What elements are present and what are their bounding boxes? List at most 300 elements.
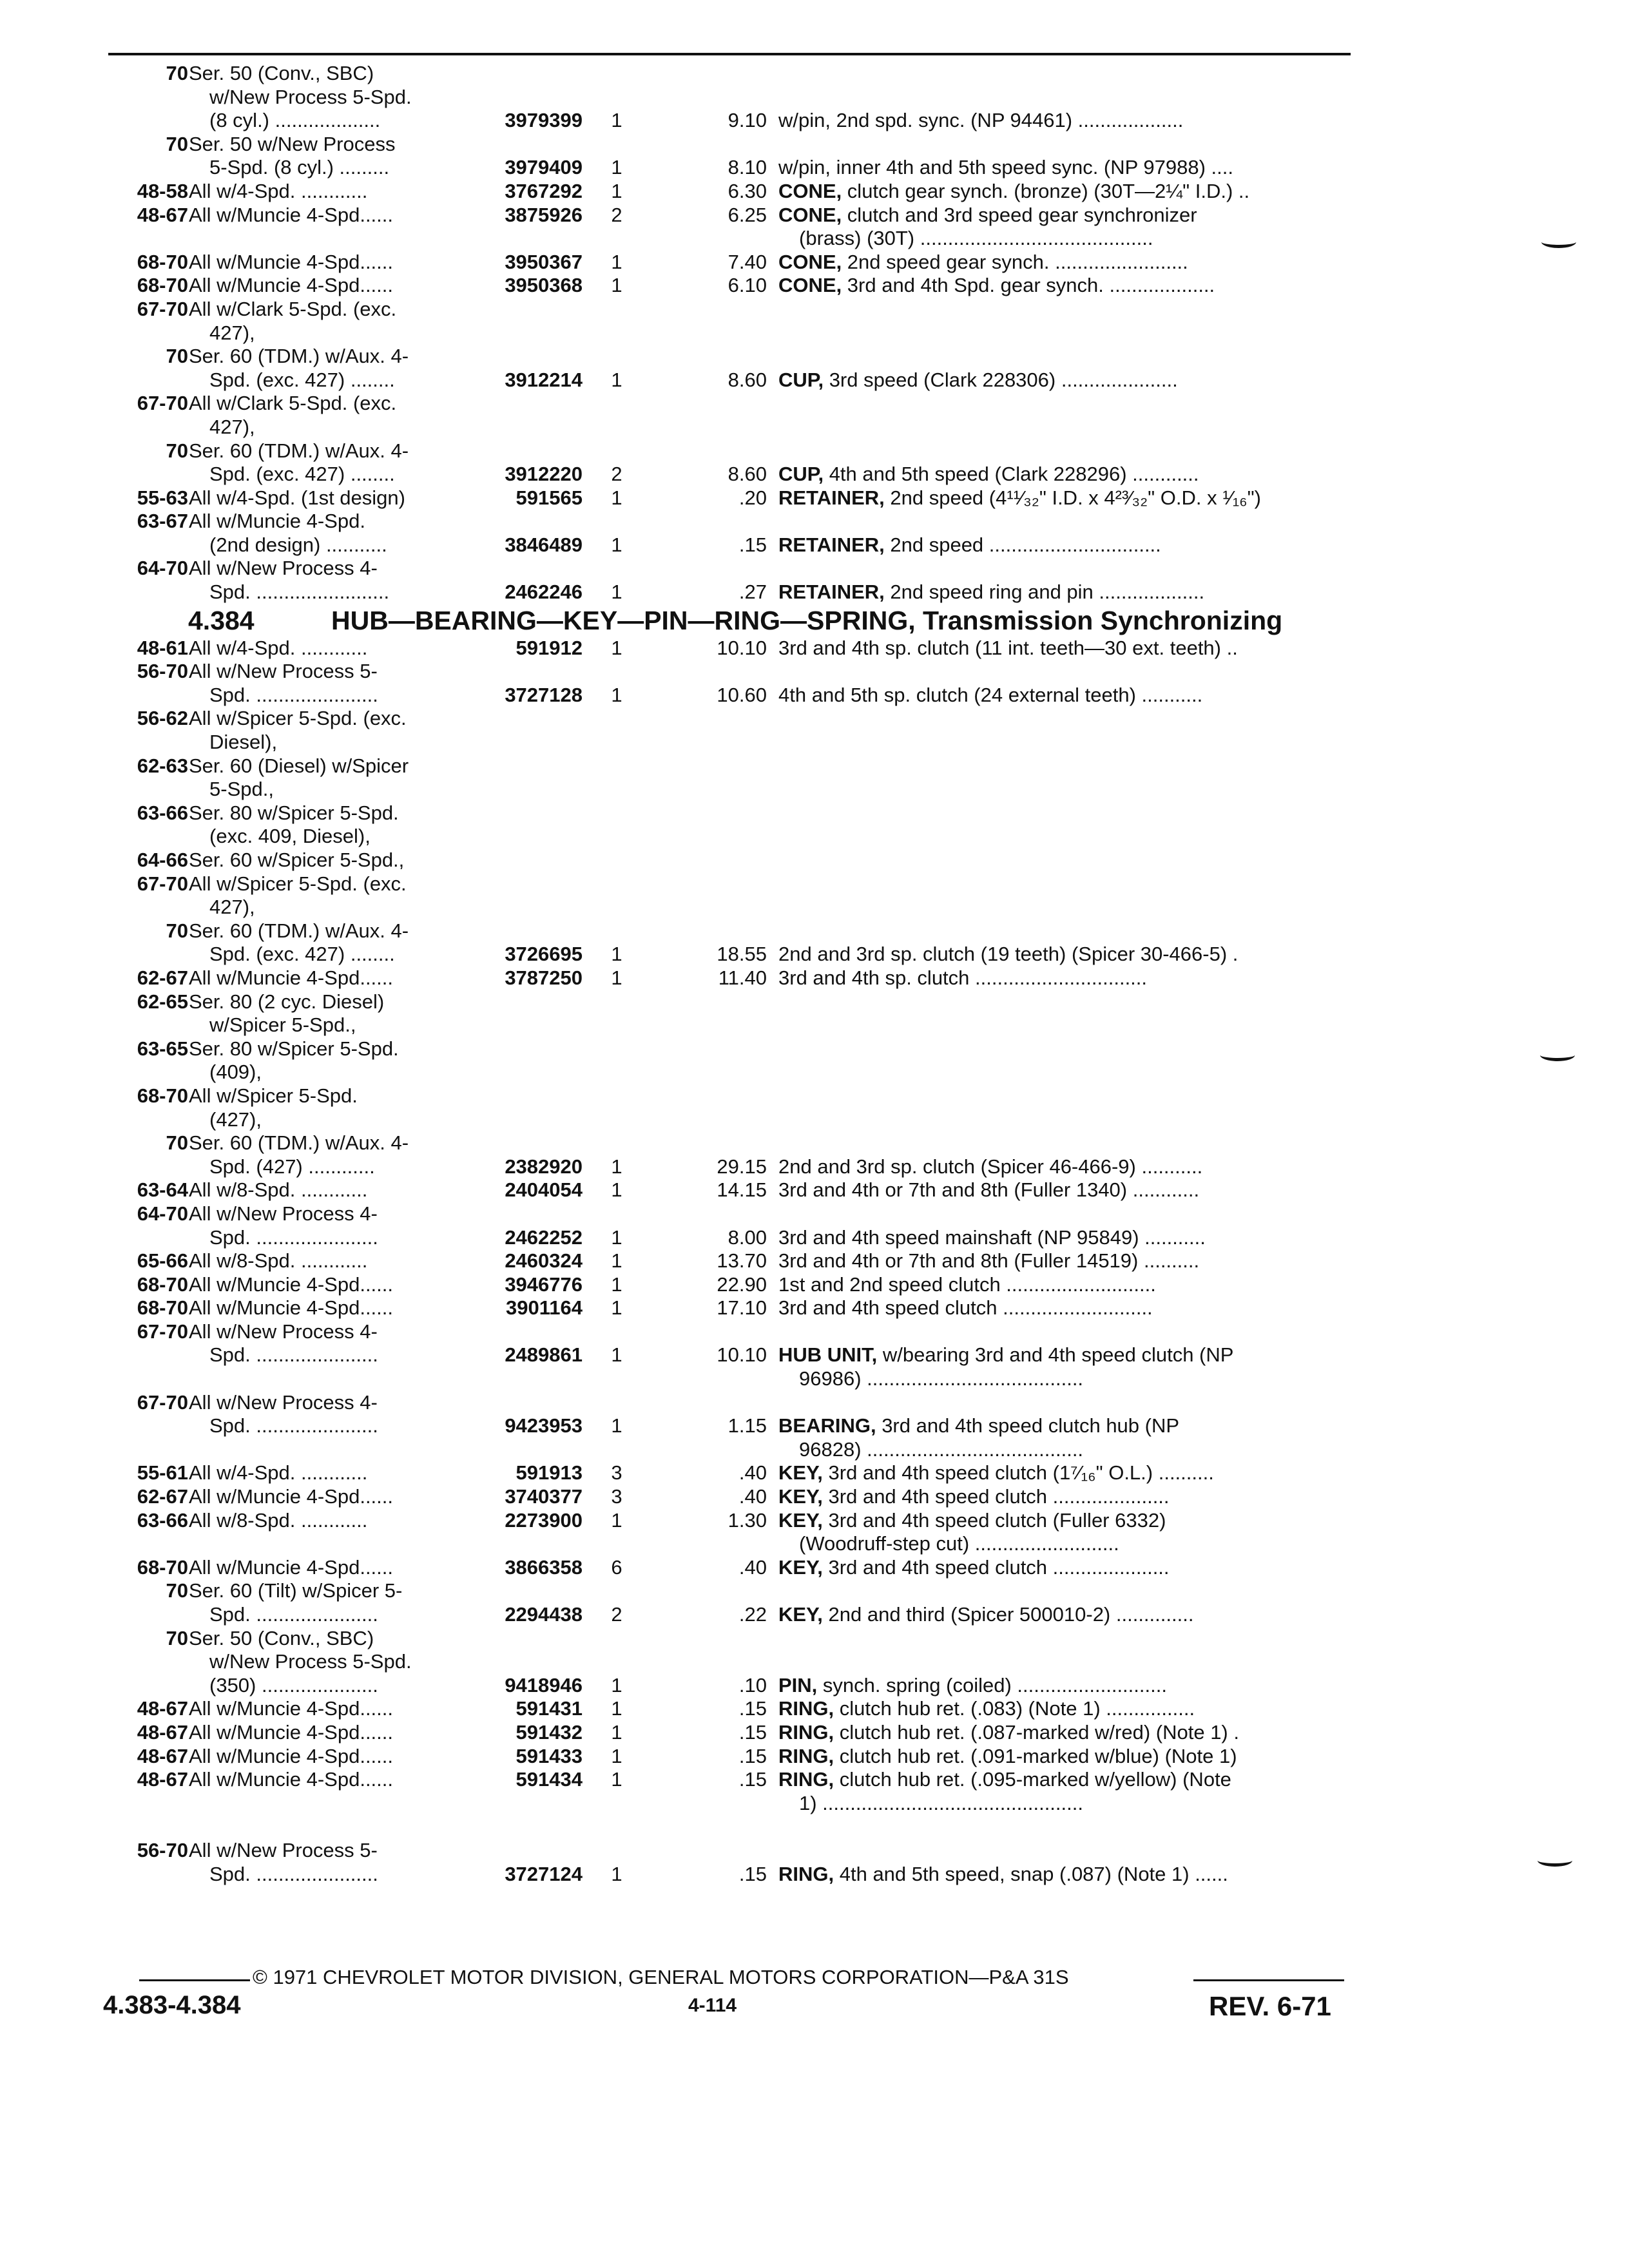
quantity: 2	[611, 1603, 622, 1626]
quantity: 1	[611, 1508, 622, 1532]
list-price: .15	[738, 1862, 767, 1885]
quantity: 1	[611, 1720, 622, 1744]
part-number: 2462252	[505, 1225, 583, 1249]
description-text: (Woodruff-step cut) ..........................	[799, 1532, 1119, 1555]
application: All w/Muncie 4-Spd......	[189, 966, 394, 989]
application: Ser. 60 (Tilt) w/Spicer 5-	[189, 1579, 403, 1602]
description	[778, 1721, 1351, 1745]
description-text: 3rd and 4th speed mainshaft (NP 95849) ...........	[778, 1225, 1206, 1249]
catalog-row	[108, 1296, 1351, 1320]
catalog-row	[108, 872, 1351, 896]
catalog-row	[108, 1273, 1351, 1297]
quantity: 1	[611, 1155, 622, 1178]
year-range: 48-61	[137, 636, 188, 659]
catalog-row	[108, 1461, 1351, 1485]
year-range: 62-67	[137, 1485, 188, 1508]
catalog-row	[108, 1768, 1351, 1792]
list-price: 10.10	[717, 636, 767, 659]
catalog-row	[108, 416, 1351, 439]
application: All w/Muncie 4-Spd......	[189, 203, 394, 226]
description	[778, 204, 1351, 227]
application: Ser. 50 w/New Process	[189, 132, 396, 155]
application: All w/Muncie 4-Spd......	[189, 1720, 394, 1744]
description	[778, 1768, 1351, 1792]
description-text: 1st and 2nd speed clutch ...........................	[778, 1273, 1156, 1296]
catalog-row	[108, 1485, 1351, 1509]
application: Spd. ......................	[209, 1414, 378, 1437]
application: Ser. 60 w/Spicer 5-Spd.,	[189, 849, 405, 871]
application: All w/Muncie 4-Spd......	[189, 1296, 394, 1320]
quantity: 1	[611, 1414, 622, 1437]
list-price: .27	[738, 581, 767, 604]
catalog-row	[108, 1084, 1351, 1108]
application: All w/Muncie 4-Spd......	[189, 274, 394, 297]
description	[778, 1226, 1351, 1250]
year-range: 48-67	[137, 1744, 188, 1767]
part-number: 9423953	[505, 1414, 583, 1437]
description-text: clutch hub ret. (.083) (Note 1) ................	[834, 1697, 1195, 1720]
part-number: 591912	[516, 636, 583, 659]
year-range: 62-67	[137, 966, 188, 989]
catalog-row	[108, 510, 1351, 533]
application: All w/Muncie 4-Spd......	[189, 1273, 394, 1296]
catalog-row	[108, 802, 1351, 825]
description	[778, 1367, 1371, 1391]
part-keyword: CONE,	[778, 274, 842, 297]
copyright-notice: © 1971 CHEVROLET MOTOR DIVISION, GENERAL MOTORS CORPORATION—P&A 31S	[253, 1966, 1069, 1988]
part-number: 3727128	[505, 683, 583, 706]
application: All w/Spicer 5-Spd.	[189, 1084, 358, 1107]
description-text: 3rd and 4th speed clutch hub (NP	[876, 1414, 1180, 1437]
part-keyword: KEY,	[778, 1603, 823, 1626]
description	[778, 1461, 1351, 1485]
year-range: 64-70	[137, 1202, 188, 1225]
catalog-row	[108, 660, 1351, 684]
description-text: clutch hub ret. (.095-marked w/yellow) (Note	[834, 1768, 1231, 1791]
part-number: 9418946	[505, 1673, 583, 1696]
application: Ser. 60 (TDM.) w/Aux. 4-	[189, 919, 409, 942]
description	[778, 1863, 1351, 1887]
year-range: 67-70	[137, 1320, 188, 1343]
catalog-row	[108, 1155, 1351, 1179]
quantity: 1	[611, 179, 622, 202]
year-range: 70	[166, 1579, 188, 1602]
description-text: clutch hub ret. (.087-marked w/red) (Note 1) .	[834, 1720, 1239, 1744]
quantity: 1	[611, 636, 622, 659]
year-range: 68-70	[137, 1084, 188, 1107]
catalog-row	[108, 637, 1351, 660]
quantity: 1	[611, 1768, 622, 1791]
description	[778, 1296, 1351, 1320]
part-keyword: KEY,	[778, 1508, 823, 1532]
year-range: 68-70	[137, 1555, 188, 1579]
year-range: 55-61	[137, 1461, 188, 1485]
application: 5-Spd.,	[209, 778, 274, 801]
quantity: 1	[611, 943, 622, 966]
application: Spd. (427) ............	[209, 1155, 375, 1178]
part-number: 2273900	[505, 1508, 583, 1532]
description	[778, 1509, 1351, 1533]
description-text: 3rd and 4th speed clutch .....................	[822, 1485, 1170, 1508]
catalog-row	[108, 1556, 1351, 1580]
part-keyword: RETAINER,	[778, 581, 885, 604]
catalog-row	[108, 1343, 1351, 1367]
list-price: .15	[738, 1697, 767, 1720]
part-number: 3946776	[505, 1273, 583, 1296]
year-range: 65-66	[137, 1249, 188, 1273]
description-text: 96828) .......................................	[799, 1437, 1084, 1461]
catalog-row	[108, 274, 1351, 298]
quantity: 1	[611, 274, 622, 297]
part-number: 591432	[516, 1720, 583, 1744]
application: (2nd design) ...........	[209, 533, 387, 556]
catalog-row	[108, 731, 1351, 754]
part-keyword: RING,	[778, 1768, 834, 1791]
catalog-row	[108, 825, 1351, 849]
quantity: 1	[611, 156, 622, 179]
catalog-row	[108, 133, 1351, 157]
application: Ser. 60 (TDM.) w/Aux. 4-	[189, 1131, 409, 1155]
quantity: 1	[611, 1178, 622, 1202]
list-price: 6.25	[728, 203, 767, 226]
application: All w/Muncie 4-Spd......	[189, 1744, 394, 1767]
quantity: 3	[611, 1485, 622, 1508]
catalog-row	[108, 1509, 1351, 1533]
year-range: 67-70	[137, 297, 188, 320]
description-text: 2nd speed ring and pin ...................	[884, 581, 1205, 604]
year-range: 56-70	[137, 660, 188, 683]
binding-mark	[1540, 1049, 1575, 1061]
part-keyword: RING,	[778, 1862, 834, 1885]
catalog-row	[108, 1249, 1351, 1273]
part-keyword: KEY,	[778, 1461, 823, 1485]
description-text: 2nd speed gear synch. ........................	[842, 250, 1188, 273]
description-text: 2nd and 3rd sp. clutch (19 teeth) (Spicer 30-466-5) .	[778, 943, 1239, 966]
part-number: 2404054	[505, 1178, 583, 1202]
catalog-row	[108, 684, 1351, 707]
application: Spd. ......................	[209, 683, 378, 706]
list-price: .22	[738, 1603, 767, 1626]
year-range: 67-70	[137, 1390, 188, 1414]
description	[778, 1532, 1371, 1556]
catalog-row	[108, 1863, 1351, 1887]
catalog-row	[108, 896, 1351, 919]
section-heading	[108, 604, 1351, 637]
quantity: 1	[611, 486, 622, 509]
catalog-row	[108, 1178, 1351, 1202]
description	[778, 1414, 1351, 1438]
description	[778, 533, 1351, 557]
description	[778, 1556, 1351, 1580]
description-text: (brass) (30T) ..........................................	[799, 227, 1153, 250]
catalog-row	[108, 1815, 1351, 1839]
application: Ser. 60 (TDM.) w/Aux. 4-	[189, 345, 409, 368]
catalog-row	[108, 1579, 1351, 1603]
quantity: 1	[611, 581, 622, 604]
description	[778, 1792, 1371, 1816]
description	[778, 369, 1351, 392]
application: All w/New Process 4-	[189, 557, 378, 580]
list-price: 8.60	[728, 368, 767, 391]
part-number: 591565	[516, 486, 583, 509]
year-range: 67-70	[137, 872, 188, 895]
catalog-row	[108, 707, 1351, 731]
catalog-row	[108, 966, 1351, 990]
application: (8 cyl.) ...................	[209, 109, 381, 132]
quantity: 1	[611, 1697, 622, 1720]
description	[778, 943, 1351, 966]
description-text: 2nd speed ...............................	[884, 533, 1161, 556]
description	[778, 1485, 1351, 1509]
year-range: 62-63	[137, 754, 188, 777]
application: Ser. 80 w/Spicer 5-Spd.	[189, 1037, 399, 1060]
application: All w/Spicer 5-Spd. (exc.	[189, 872, 407, 895]
application: All w/New Process 4-	[189, 1202, 378, 1225]
application: Spd. ........................	[209, 581, 390, 604]
description-text: 2nd speed (4¹¹⁄₃₂" I.D. x 4²³⁄₃₂" O.D. x ¹⁄₁₆")	[884, 486, 1261, 509]
application: 427),	[209, 321, 255, 344]
description-text: clutch gear synch. (bronze) (30T—2¼" I.D.) ..	[842, 179, 1250, 202]
application: w/Spicer 5-Spd.,	[209, 1014, 356, 1037]
catalog-row	[108, 533, 1351, 557]
part-number: 3866358	[505, 1555, 583, 1579]
catalog-row	[108, 180, 1351, 204]
year-range: 63-66	[137, 801, 188, 824]
description	[778, 1745, 1351, 1769]
year-range: 63-67	[137, 510, 188, 533]
revision-date: REV. 6-71	[1209, 1991, 1331, 2021]
description-text: 2nd and 3rd sp. clutch (Spicer 46-466-9) ...........	[778, 1155, 1203, 1178]
application: All w/8-Spd. ............	[189, 1249, 368, 1273]
description	[778, 227, 1371, 251]
section-title: HUB—BEARING—KEY—PIN—RING—SPRING, Transmission Synchronizing	[331, 605, 1283, 635]
description	[778, 1603, 1351, 1627]
part-number: 591433	[516, 1744, 583, 1767]
list-price: 8.10	[728, 156, 767, 179]
part-number: 2460324	[505, 1249, 583, 1273]
part-number: 3727124	[505, 1862, 583, 1885]
description	[778, 1674, 1351, 1698]
description	[778, 1273, 1351, 1297]
quantity: 1	[611, 533, 622, 556]
quantity: 1	[611, 1273, 622, 1296]
quantity: 1	[611, 1249, 622, 1273]
part-keyword: CONE,	[778, 250, 842, 273]
description	[778, 251, 1351, 274]
quantity: 2	[611, 203, 622, 226]
catalog-row	[108, 1061, 1351, 1084]
description	[778, 1343, 1351, 1367]
part-number: 2382920	[505, 1155, 583, 1178]
part-keyword: KEY,	[778, 1485, 823, 1508]
part-number: 3767292	[505, 179, 583, 202]
part-number: 3901164	[506, 1296, 583, 1320]
catalog-row	[108, 251, 1351, 274]
catalog-row	[108, 1367, 1351, 1391]
application: All w/8-Spd. ............	[189, 1508, 368, 1532]
year-range: 63-64	[137, 1178, 188, 1202]
application: (350) .....................	[209, 1673, 378, 1696]
catalog-row	[108, 990, 1351, 1014]
description-text: 4th and 5th speed (Clark 228296) ............	[824, 463, 1199, 486]
catalog-row	[108, 486, 1351, 510]
part-keyword: RING,	[778, 1697, 834, 1720]
catalog-row	[108, 1320, 1351, 1344]
part-number: 3787250	[505, 966, 583, 989]
part-keyword: CUP,	[778, 368, 824, 391]
list-price: 11.40	[718, 966, 767, 989]
list-price: .20	[738, 486, 767, 509]
list-price: .10	[738, 1673, 767, 1696]
year-range: 70	[166, 1626, 188, 1649]
description	[778, 463, 1351, 486]
catalog-row	[108, 1226, 1351, 1250]
description	[778, 1438, 1371, 1462]
list-price: 8.60	[728, 463, 767, 486]
catalog-row	[108, 345, 1351, 369]
part-number: 3912214	[505, 368, 583, 391]
application: Ser. 60 (Diesel) w/Spicer	[189, 754, 409, 777]
application: (427),	[209, 1108, 262, 1131]
list-price: 1.15	[728, 1414, 767, 1437]
part-number: 2294438	[505, 1603, 583, 1626]
description	[778, 1155, 1351, 1179]
part-number: 3979409	[505, 156, 583, 179]
application: Ser. 80 w/Spicer 5-Spd.	[189, 801, 399, 824]
catalog-row	[108, 369, 1351, 392]
year-range: 48-67	[137, 1720, 188, 1744]
catalog-row	[108, 463, 1351, 486]
catalog-row	[108, 778, 1351, 802]
part-keyword: RING,	[778, 1720, 834, 1744]
catalog-row	[108, 1414, 1351, 1438]
description-text: 2nd and third (Spicer 500010-2) ..............	[822, 1603, 1194, 1626]
description-text: 3rd and 4th sp. clutch ...............................	[778, 966, 1148, 989]
list-price: .15	[738, 533, 767, 556]
year-range: 64-70	[137, 557, 188, 580]
application: Spd. (exc. 427) ........	[209, 463, 395, 486]
catalog-row	[108, 204, 1351, 227]
catalog-row	[108, 109, 1351, 133]
catalog-row	[108, 439, 1351, 463]
quantity: 1	[611, 1744, 622, 1767]
part-number: 3846489	[505, 533, 583, 556]
catalog-row	[108, 1131, 1351, 1155]
part-number: 3950368	[505, 274, 583, 297]
catalog-row	[108, 392, 1351, 416]
application: All w/New Process 5-	[189, 660, 378, 683]
catalog-row	[108, 1697, 1351, 1721]
year-range: 70	[166, 1131, 188, 1155]
application: (409),	[209, 1061, 262, 1084]
description	[778, 581, 1351, 604]
catalog-row	[108, 754, 1351, 778]
application: Spd. ......................	[209, 1862, 378, 1885]
year-range: 68-70	[137, 1296, 188, 1320]
description-text: 3rd and 4th or 7th and 8th (Fuller 1340) ............	[778, 1178, 1200, 1202]
description-text: 3rd speed (Clark 228306) .....................	[824, 368, 1178, 391]
application: All w/4-Spd. ............	[189, 1461, 368, 1485]
year-range: 48-67	[137, 203, 188, 226]
application: All w/Muncie 4-Spd......	[189, 1485, 394, 1508]
list-price: 10.10	[717, 1343, 767, 1367]
catalog-row	[108, 86, 1351, 110]
catalog-row	[108, 1603, 1351, 1627]
part-keyword: CUP,	[778, 463, 824, 486]
year-range: 70	[166, 439, 188, 462]
section-number: 4.384	[188, 605, 255, 635]
year-range: 68-70	[137, 250, 188, 273]
part-keyword: KEY,	[778, 1555, 823, 1579]
application: All w/Muncie 4-Spd.	[189, 510, 365, 533]
quantity: 1	[611, 966, 622, 989]
part-number: 3950367	[505, 250, 583, 273]
list-price: 18.55	[717, 943, 767, 966]
application: 427),	[209, 415, 255, 438]
catalog-row	[108, 1650, 1351, 1674]
part-number: 3726695	[505, 943, 583, 966]
description	[778, 109, 1351, 133]
application: Spd. ......................	[209, 1225, 378, 1249]
application: Spd. ......................	[209, 1343, 378, 1367]
application: All w/Clark 5-Spd. (exc.	[189, 392, 397, 415]
quantity: 2	[611, 463, 622, 486]
application: w/New Process 5-Spd.	[209, 85, 412, 108]
list-price: .15	[738, 1720, 767, 1744]
description	[778, 180, 1351, 204]
part-number: 3979399	[505, 109, 583, 132]
part-number: 2462246	[505, 581, 583, 604]
description-text: synch. spring (coiled) ...........................	[817, 1673, 1167, 1696]
year-range: 56-62	[137, 707, 188, 730]
parts-table	[108, 62, 1351, 1886]
description	[778, 637, 1351, 660]
footer-rule-right	[1193, 1979, 1344, 1981]
application: All w/Spicer 5-Spd. (exc.	[189, 707, 407, 730]
description-text: 3rd and 4th speed clutch (1⁷⁄₁₆" O.L.) ..........	[822, 1461, 1214, 1485]
application: Spd. (exc. 427) ........	[209, 943, 395, 966]
list-price: 9.10	[728, 109, 767, 132]
list-price: 17.10	[717, 1296, 767, 1320]
quantity: 1	[611, 250, 622, 273]
catalog-row	[108, 298, 1351, 322]
application: 427),	[209, 896, 255, 919]
year-range: 63-66	[137, 1508, 188, 1532]
application: Spd. (exc. 427) ........	[209, 368, 395, 391]
quantity: 3	[611, 1461, 622, 1485]
list-price: 10.60	[717, 683, 767, 706]
catalog-row	[108, 1438, 1351, 1462]
description	[778, 966, 1351, 990]
quantity: 1	[611, 109, 622, 132]
year-range: 55-63	[137, 486, 188, 509]
list-price: 22.90	[717, 1273, 767, 1296]
application: All w/Muncie 4-Spd......	[189, 250, 394, 273]
application: Ser. 50 (Conv., SBC)	[189, 1626, 374, 1649]
catalog-row	[108, 62, 1351, 86]
description	[778, 486, 1351, 510]
part-keyword: RETAINER,	[778, 533, 885, 556]
description-text: 3rd and 4th speed clutch .....................	[822, 1555, 1170, 1579]
description	[778, 684, 1351, 707]
part-number: 3875926	[505, 203, 583, 226]
part-number: 3740377	[505, 1485, 583, 1508]
description-text: w/pin, inner 4th and 5th speed sync. (NP 97988) ....	[778, 156, 1233, 179]
application: All w/Muncie 4-Spd......	[189, 1555, 394, 1579]
binding-mark	[1537, 1854, 1572, 1867]
catalog-row	[108, 1839, 1351, 1863]
application: All w/New Process 5-	[189, 1838, 378, 1861]
